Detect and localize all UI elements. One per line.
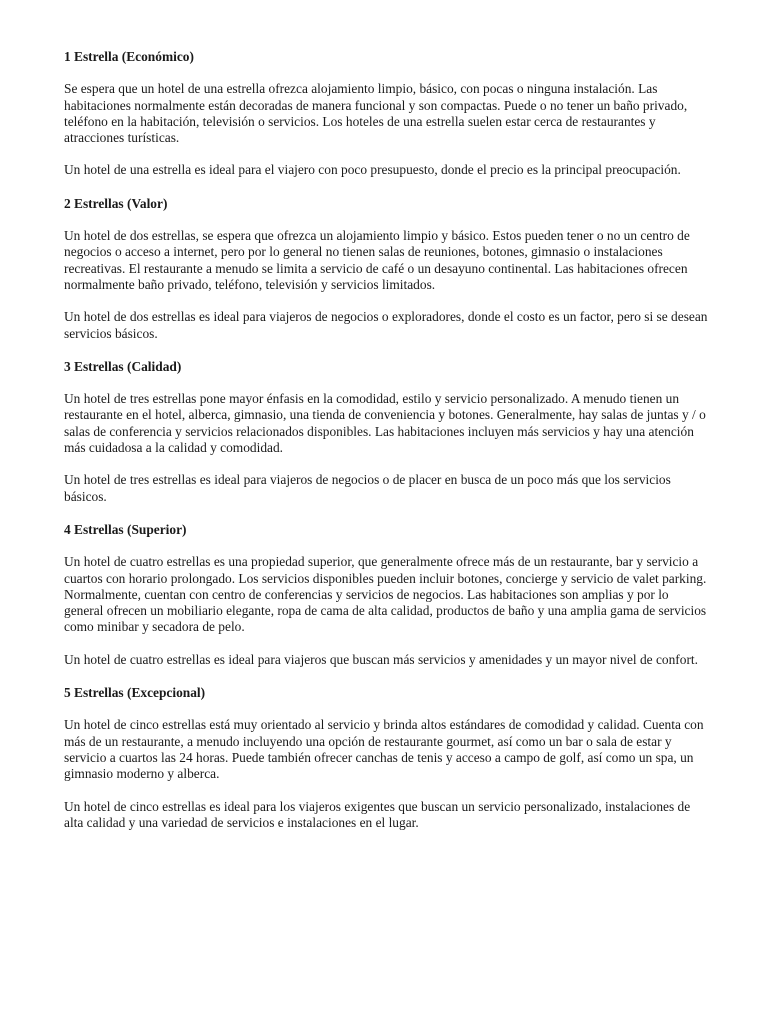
section-paragraph: Un hotel de dos estrellas es ideal para viajeros de negocios o exploradores, donde el costo es un factor, pero si se desean servicios básicos. — [64, 309, 708, 341]
section-heading: 4 Estrellas (Superior) — [64, 521, 187, 537]
section-paragraph: Un hotel de cinco estrellas es ideal para los viajeros exigentes que buscan un servicio personalizado, instalaciones de alta calidad y una variedad de servicios e instalaciones en el lugar. — [64, 798, 691, 830]
section-paragraph: Un hotel de cuatro estrellas es ideal para viajeros que buscan más servicios y amenidades y un mayor nivel de confort. — [64, 651, 698, 667]
document-page — [64, 49, 710, 847]
section-heading: 1 Estrella (Económico) — [64, 49, 194, 64]
section-heading: 2 Estrellas (Valor) — [64, 195, 168, 211]
section-2-stars — [64, 196, 710, 342]
section-paragraph: Un hotel de tres estrellas es ideal para viajeros de negocios o de placer en busca de un poco más que los servicios básicos. — [64, 472, 671, 504]
section-5-stars — [64, 685, 710, 831]
section-1-star — [64, 49, 710, 179]
section-3-stars — [64, 359, 710, 505]
section-heading: 5 Estrellas (Excepcional) — [64, 685, 206, 701]
section-heading: 3 Estrellas (Calidad) — [64, 358, 182, 374]
section-paragraph: Un hotel de tres estrellas pone mayor énfasis en la comodidad, estilo y servicio personalizado. A menudo tienen un restaurante en el hotel, alberca, gimnasio, una tienda de conveniencia y botones. Generalmente, hay salas de juntas y / o salas de conferencia y servicios relacionados disponibles. Las habitaciones incluyen más servicios y hay una atención más cuidadosa a la calidad y comodidad. — [64, 391, 706, 456]
section-paragraph: Un hotel de cuatro estrellas es una propiedad superior, que generalmente ofrece más de un restaurante, bar y servicio a cuartos con horario prolongado. Los servicios disponibles pueden incluir botones, concierge y servicio de valet parking. Normalmente, cuentan con centro de conferencias y servicios de negocios. Las habitaciones son amplias y por lo general ofrecen un mobiliario elegante, ropa de cama de alta calidad, productos de baño y una amplia gama de servicios como minibar y secadora de pelo. — [64, 554, 707, 635]
section-paragraph: Se espera que un hotel de una estrella ofrezca alojamiento limpio, básico, con pocas o ninguna instalación. Las habitaciones normalmente están decoradas de manera funcional y son compactas. Puede o no tener un baño privado, teléfono en la habitación, televisión o servicios. Los hoteles de una estrella suelen estar cerca de restaurantes y atracciones turísticas. — [64, 81, 688, 146]
section-paragraph: Un hotel de cinco estrellas está muy orientado al servicio y brinda altos estándares de comodidad y calidad. Cuenta con más de un restaurante, a menudo incluyendo una opción de restaurante gourmet, así como un bar o sala de estar y servicio a cuartos las 24 horas. Puede también ofrecer canchas de tenis y acceso a campo de golf, así como un spa, un gimnasio moderno y alberca. — [64, 717, 704, 782]
section-4-stars — [64, 522, 710, 668]
section-paragraph: Un hotel de dos estrellas, se espera que ofrezca un alojamiento limpio y básico. Estos pueden tener o no un centro de negocios o acceso a internet, pero por lo general no tienen salas de reuniones, botones, gimnasio o instalaciones recreativas. El restaurante a menudo se limita a servicio de café o un desayuno continental. Las habitaciones ofrecen normalmente baño privado, teléfono, televisión y servicios limitados. — [64, 228, 690, 292]
section-paragraph: Un hotel de una estrella es ideal para el viajero con poco presupuesto, donde el precio es la principal preocupación. — [64, 162, 681, 178]
